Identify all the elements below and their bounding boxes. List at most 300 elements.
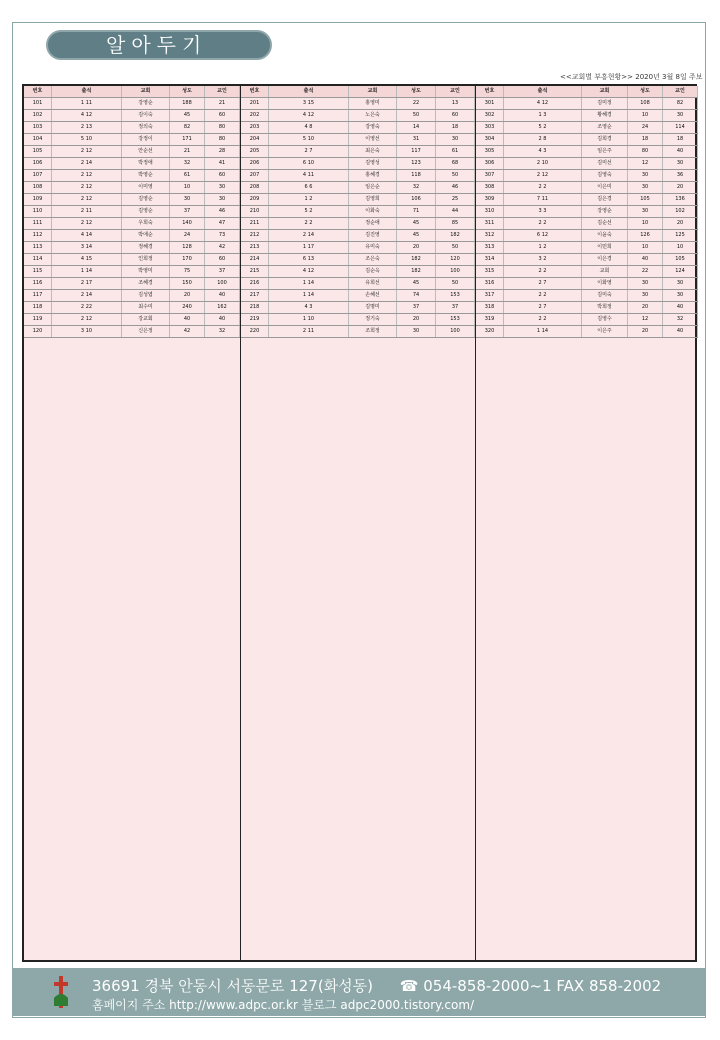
table-row — [476, 266, 698, 278]
table-cell: 102 — [24, 110, 52, 121]
table-cell: 5 10 — [269, 134, 349, 145]
table-caption: <<교회별 부흥현황>> 2020년 3월 8일 주보 — [560, 73, 703, 81]
table-cell: 이영선 — [349, 134, 397, 145]
table-row — [24, 134, 240, 146]
table-cell: 203 — [241, 122, 269, 133]
table-cell: 30 — [663, 110, 698, 121]
table-row — [241, 302, 475, 314]
table-row — [241, 182, 475, 194]
table-cell: 홍영미 — [349, 98, 397, 109]
table-cell: 115 — [24, 266, 52, 277]
table-cell: 32 — [663, 314, 698, 325]
table-cell: 2 11 — [269, 326, 349, 337]
table-cell: 212 — [241, 230, 269, 241]
table-cell: 140 — [170, 218, 205, 229]
table-cell: 유미숙 — [349, 242, 397, 253]
table-row — [24, 314, 240, 326]
table-cell: 13 — [436, 98, 475, 109]
table-cell: 2 2 — [504, 290, 582, 301]
table-cell: 210 — [241, 206, 269, 217]
table-cell: 50 — [397, 110, 436, 121]
table-row — [241, 278, 475, 290]
table-row — [476, 290, 698, 302]
table-row — [476, 98, 698, 110]
table-row — [476, 278, 698, 290]
table-cell: 20 — [170, 290, 205, 301]
table-cell: 32 — [170, 158, 205, 169]
table-cell: 22 — [628, 266, 663, 277]
table-cell: 40 — [663, 326, 698, 337]
table-cell: 성도 — [170, 86, 205, 97]
table-cell: 202 — [241, 110, 269, 121]
table-header-row — [476, 86, 698, 98]
table-cell: 318 — [476, 302, 504, 313]
table-row — [476, 182, 698, 194]
table-cell: 2 10 — [504, 158, 582, 169]
table-cell: 30 — [205, 194, 240, 205]
table-cell: 2 8 — [504, 134, 582, 145]
table-cell: 2 12 — [52, 146, 122, 157]
table-cell: 김미정 — [582, 98, 628, 109]
table-cell: 김영희 — [349, 194, 397, 205]
table-cell: 106 — [397, 194, 436, 205]
table-cell: 김진영 — [349, 230, 397, 241]
footer-web: 홈페이지 주소 http://www.adpc.or.kr 블로그 adpc2000.tistory.com/ — [92, 998, 475, 1012]
table-cell: 18 — [628, 134, 663, 145]
table-row — [476, 158, 698, 170]
table-row — [241, 266, 475, 278]
table-cell: 2 7 — [269, 146, 349, 157]
table-cell: 4 14 — [52, 230, 122, 241]
table-cell: 182 — [397, 254, 436, 265]
table-row — [24, 326, 240, 338]
table-cell: 4 3 — [269, 302, 349, 313]
table-cell: 68 — [436, 158, 475, 169]
table-cell: 182 — [436, 230, 475, 241]
table-cell: 41 — [205, 158, 240, 169]
table-cell: 2 14 — [52, 158, 122, 169]
table-cell: 3 2 — [504, 254, 582, 265]
table-cell: 10 — [663, 242, 698, 253]
table-cell: 이화영 — [582, 278, 628, 289]
table-row — [24, 302, 240, 314]
table-cell: 5 2 — [269, 206, 349, 217]
table-cell: 최은숙 — [349, 146, 397, 157]
table-cell: 출석 — [504, 86, 582, 97]
table-cell: 김미선 — [582, 158, 628, 169]
table-row — [476, 170, 698, 182]
table-cell: 임은순 — [349, 182, 397, 193]
table-row — [24, 254, 240, 266]
table-cell: 218 — [241, 302, 269, 313]
table-cell: 강정이 — [122, 134, 170, 145]
table-cell: 37 — [205, 266, 240, 277]
table-cell: 교회 — [349, 86, 397, 97]
table-cell: 강영숙 — [349, 122, 397, 133]
table-cell: 307 — [476, 170, 504, 181]
table-cell: 3 14 — [52, 242, 122, 253]
table-cell: 교인 — [436, 86, 475, 97]
table-cell: 강영순 — [122, 98, 170, 109]
table-cell: 3 10 — [52, 326, 122, 337]
table-cell: 이윤숙 — [582, 230, 628, 241]
attendance-table — [22, 84, 697, 962]
table-cell: 18 — [436, 122, 475, 133]
table-cell: 조혜경 — [122, 278, 170, 289]
table-cell: 김희경 — [582, 134, 628, 145]
table-cell: 홍혜경 — [349, 170, 397, 181]
table-cell: 313 — [476, 242, 504, 253]
table-cell: 우희숙 — [122, 218, 170, 229]
table-cell: 조영순 — [582, 122, 628, 133]
table-cell: 80 — [205, 134, 240, 145]
table-cell: 201 — [241, 98, 269, 109]
table-cell: 교인 — [205, 86, 240, 97]
table-cell: 114 — [24, 254, 52, 265]
table-cell: 김영수 — [582, 314, 628, 325]
table-cell: 이화숙 — [349, 206, 397, 217]
table-cell: 2 2 — [504, 218, 582, 229]
table-row — [476, 314, 698, 326]
table-cell: 김영순 — [122, 206, 170, 217]
table-cell: 2 13 — [52, 122, 122, 133]
table-row — [241, 290, 475, 302]
table-cell: 117 — [397, 146, 436, 157]
table-cell: 211 — [241, 218, 269, 229]
table-cell: 이은미 — [582, 182, 628, 193]
table-row — [241, 194, 475, 206]
table-cell: 4 11 — [269, 170, 349, 181]
table-cell: 2 7 — [504, 278, 582, 289]
table-cell: 30 — [628, 182, 663, 193]
table-row — [476, 242, 698, 254]
table-row — [241, 218, 475, 230]
table-cell: 117 — [24, 290, 52, 301]
table-row — [476, 254, 698, 266]
table-cell: 20 — [628, 302, 663, 313]
table-cell: 20 — [663, 182, 698, 193]
table-row — [24, 218, 240, 230]
table-row — [241, 326, 475, 338]
table-cell: 1 2 — [504, 242, 582, 253]
table-cell: 61 — [436, 146, 475, 157]
table-cell: 10 — [628, 218, 663, 229]
table-cell: 교회 — [582, 266, 628, 277]
table-row — [241, 134, 475, 146]
table-cell: 302 — [476, 110, 504, 121]
table-cell: 2 12 — [504, 170, 582, 181]
table-cell: 82 — [663, 98, 698, 109]
table-cell: 김이숙 — [122, 110, 170, 121]
table-cell: 240 — [170, 302, 205, 313]
table-row — [476, 206, 698, 218]
table-cell: 37 — [436, 302, 475, 313]
table-cell: 6 10 — [269, 158, 349, 169]
table-cell: 82 — [170, 122, 205, 133]
table-cell: 108 — [24, 182, 52, 193]
table-cell: 45 — [397, 278, 436, 289]
table-cell: 209 — [241, 194, 269, 205]
table-cell: 10 — [628, 242, 663, 253]
table-cell: 204 — [241, 134, 269, 145]
table-cell: 100 — [205, 278, 240, 289]
table-cell: 217 — [241, 290, 269, 301]
table-cell: 104 — [24, 134, 52, 145]
table-cell: 44 — [436, 206, 475, 217]
table-cell: 50 — [436, 170, 475, 181]
table-cell: 번호 — [24, 86, 52, 97]
table-cell: 32 — [205, 326, 240, 337]
table-cell: 신은정 — [122, 326, 170, 337]
table-cell: 315 — [476, 266, 504, 277]
table-cell: 80 — [205, 122, 240, 133]
table-cell: 이은주 — [582, 326, 628, 337]
table-cell: 번호 — [476, 86, 504, 97]
table-row — [24, 146, 240, 158]
table-cell: 1 10 — [269, 314, 349, 325]
table-cell: 2 2 — [504, 314, 582, 325]
table-cell: 교회 — [582, 86, 628, 97]
table-cell: 153 — [436, 314, 475, 325]
table-cell: 30 — [397, 326, 436, 337]
table-cell: 40 — [205, 314, 240, 325]
table-cell: 1 17 — [269, 242, 349, 253]
table-cell: 316 — [476, 278, 504, 289]
table-column-group-1 — [24, 86, 240, 960]
table-cell: 김영순 — [122, 194, 170, 205]
table-cell: 220 — [241, 326, 269, 337]
table-cell: 50 — [436, 278, 475, 289]
table-row — [241, 146, 475, 158]
table-cell: 정의숙 — [122, 122, 170, 133]
table-cell: 40 — [628, 254, 663, 265]
table-cell: 74 — [397, 290, 436, 301]
table-row — [24, 110, 240, 122]
table-cell: 2 22 — [52, 302, 122, 313]
table-row — [24, 182, 240, 194]
table-cell: 4 12 — [269, 110, 349, 121]
table-cell: 김순옥 — [349, 266, 397, 277]
table-cell: 1 2 — [269, 194, 349, 205]
table-cell: 강교회 — [122, 314, 170, 325]
table-row — [476, 122, 698, 134]
table-row — [476, 302, 698, 314]
table-cell: 153 — [436, 290, 475, 301]
table-row — [241, 242, 475, 254]
table-cell: 46 — [205, 206, 240, 217]
table-cell: 170 — [170, 254, 205, 265]
table-cell: 303 — [476, 122, 504, 133]
table-cell: 208 — [241, 182, 269, 193]
table-row — [24, 242, 240, 254]
table-cell: 36 — [663, 170, 698, 181]
table-cell: 14 — [397, 122, 436, 133]
table-row — [24, 170, 240, 182]
table-cell: 301 — [476, 98, 504, 109]
table-cell: 정순애 — [349, 218, 397, 229]
table-cell: 1 14 — [269, 278, 349, 289]
table-cell: 319 — [476, 314, 504, 325]
table-header-row — [241, 86, 475, 98]
table-cell: 103 — [24, 122, 52, 133]
table-row — [241, 170, 475, 182]
table-cell: 123 — [397, 158, 436, 169]
table-cell: 이민희 — [582, 242, 628, 253]
table-cell: 305 — [476, 146, 504, 157]
table-cell: 2 12 — [52, 218, 122, 229]
table-cell: 206 — [241, 158, 269, 169]
table-cell: 60 — [205, 254, 240, 265]
table-cell: 40 — [205, 290, 240, 301]
table-cell: 12 — [628, 158, 663, 169]
table-cell: 7 11 — [504, 194, 582, 205]
table-cell: 10 — [170, 182, 205, 193]
table-cell: 125 — [663, 230, 698, 241]
table-cell: 150 — [170, 278, 205, 289]
table-cell: 출석 — [269, 86, 349, 97]
table-cell: 75 — [170, 266, 205, 277]
table-row — [241, 230, 475, 242]
table-cell: 20 — [397, 314, 436, 325]
table-cell: 120 — [24, 326, 52, 337]
table-cell: 김순선 — [582, 218, 628, 229]
table-cell: 2 14 — [52, 290, 122, 301]
table-cell: 강영순 — [582, 206, 628, 217]
table-row — [241, 110, 475, 122]
table-cell: 106 — [24, 158, 52, 169]
table-row — [24, 278, 240, 290]
table-cell: 20 — [628, 326, 663, 337]
table-cell: 박영순 — [122, 170, 170, 181]
table-cell: 37 — [170, 206, 205, 217]
table-cell: 교인 — [663, 86, 698, 97]
table-cell: 4 12 — [504, 98, 582, 109]
table-cell: 12 — [628, 314, 663, 325]
table-cell: 118 — [24, 302, 52, 313]
table-row — [476, 110, 698, 122]
table-cell: 45 — [170, 110, 205, 121]
table-cell: 112 — [24, 230, 52, 241]
table-row — [241, 254, 475, 266]
table-cell: 손혜선 — [349, 290, 397, 301]
table-cell: 18 — [663, 134, 698, 145]
table-cell: 1 11 — [52, 98, 122, 109]
table-cell: 113 — [24, 242, 52, 253]
table-cell: 60 — [436, 110, 475, 121]
table-cell: 2 11 — [52, 206, 122, 217]
table-cell: 118 — [397, 170, 436, 181]
table-cell: 128 — [170, 242, 205, 253]
table-cell: 120 — [436, 254, 475, 265]
table-row — [24, 290, 240, 302]
table-cell: 101 — [24, 98, 52, 109]
table-cell: 3 3 — [504, 206, 582, 217]
table-cell: 임은주 — [582, 146, 628, 157]
table-cell: 조희정 — [349, 326, 397, 337]
table-cell: 50 — [436, 242, 475, 253]
table-cell: 20 — [663, 218, 698, 229]
table-cell: 304 — [476, 134, 504, 145]
table-row — [24, 98, 240, 110]
table-cell: 20 — [397, 242, 436, 253]
table-column-group-2 — [240, 86, 475, 960]
table-cell: 47 — [205, 218, 240, 229]
table-cell: 309 — [476, 194, 504, 205]
table-cell: 황혜경 — [582, 110, 628, 121]
table-cell: 308 — [476, 182, 504, 193]
table-row — [476, 326, 698, 338]
table-cell: 45 — [397, 218, 436, 229]
table-cell: 42 — [170, 326, 205, 337]
table-cell: 30 — [663, 290, 698, 301]
church-logo-icon — [52, 976, 70, 1008]
table-cell: 105 — [628, 194, 663, 205]
table-cell: 30 — [205, 182, 240, 193]
table-cell: 4 8 — [269, 122, 349, 133]
table-cell: 60 — [205, 110, 240, 121]
table-cell: 105 — [663, 254, 698, 265]
table-row — [476, 134, 698, 146]
table-row — [24, 206, 240, 218]
table-cell: 219 — [241, 314, 269, 325]
table-cell: 안순선 — [122, 146, 170, 157]
table-row — [476, 218, 698, 230]
table-cell: 1 14 — [269, 290, 349, 301]
table-cell: 정혜경 — [122, 242, 170, 253]
table-cell: 30 — [628, 278, 663, 289]
table-cell: 김미숙 — [582, 290, 628, 301]
table-cell: 6 12 — [504, 230, 582, 241]
table-cell: 2 12 — [52, 170, 122, 181]
table-cell: 박희정 — [582, 302, 628, 313]
table-cell: 71 — [397, 206, 436, 217]
table-cell: 37 — [397, 302, 436, 313]
table-cell: 40 — [170, 314, 205, 325]
table-cell: 85 — [436, 218, 475, 229]
table-cell: 114 — [663, 122, 698, 133]
table-cell: 311 — [476, 218, 504, 229]
table-cell: 30 — [628, 170, 663, 181]
table-cell: 80 — [628, 146, 663, 157]
table-cell: 119 — [24, 314, 52, 325]
table-cell: 1 14 — [504, 326, 582, 337]
table-cell: 박애순 — [122, 230, 170, 241]
table-cell: 205 — [241, 146, 269, 157]
table-cell: 4 12 — [52, 110, 122, 121]
table-cell: 김영숙 — [582, 170, 628, 181]
table-cell: 성도 — [397, 86, 436, 97]
phone-text: ☎ 054-858-2000~1 FAX 858-2002 — [399, 977, 662, 995]
table-cell: 노은숙 — [349, 110, 397, 121]
table-cell: 6 6 — [269, 182, 349, 193]
table-row — [476, 194, 698, 206]
table-cell: 30 — [663, 278, 698, 289]
table-cell: 5 2 — [504, 122, 582, 133]
table-cell: 4 15 — [52, 254, 122, 265]
table-cell: 320 — [476, 326, 504, 337]
page-title: 알아두기 — [46, 30, 272, 60]
table-cell: 28 — [205, 146, 240, 157]
table-cell: 22 — [397, 98, 436, 109]
table-cell: 126 — [628, 230, 663, 241]
table-cell: 10 — [628, 110, 663, 121]
table-cell: 60 — [205, 170, 240, 181]
table-cell: 312 — [476, 230, 504, 241]
table-cell: 교회 — [122, 86, 170, 97]
table-cell: 박영미 — [122, 266, 170, 277]
table-cell: 107 — [24, 170, 52, 181]
table-cell: 최수미 — [122, 302, 170, 313]
